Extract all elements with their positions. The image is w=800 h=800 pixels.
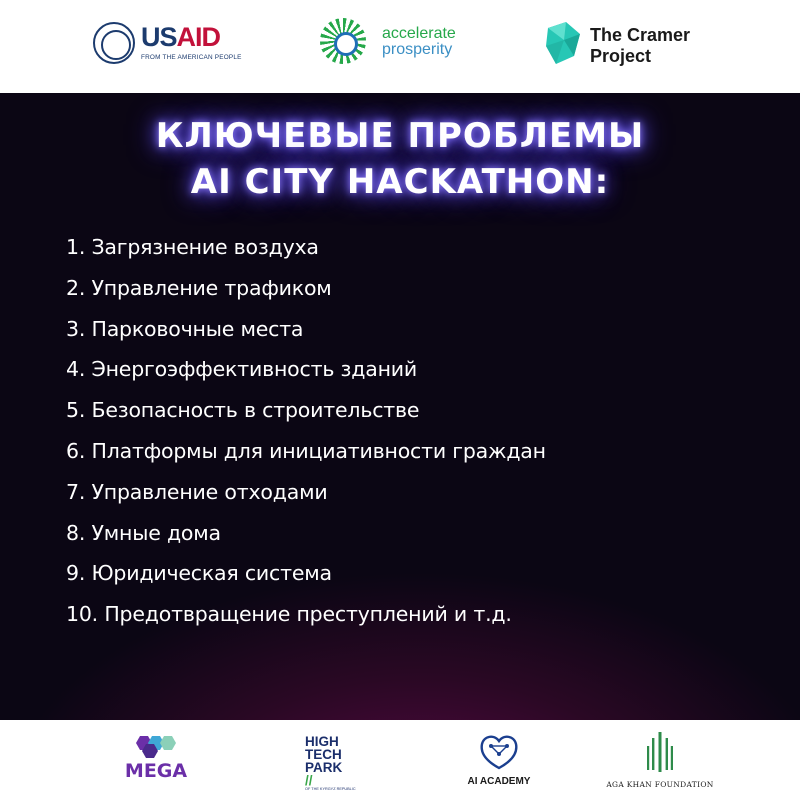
list-item: 3. Парковочные места <box>66 316 304 341</box>
main-panel <box>0 93 800 720</box>
list-item: 9. Юридическая система <box>66 561 332 586</box>
list-item: 8. Умные дома <box>66 520 221 545</box>
mega-logo <box>116 734 196 788</box>
headline <box>0 113 800 205</box>
headline-line-1: КЛЮЧЕВЫЕ ПРОБЛЕМЫ <box>155 116 645 156</box>
mega-wordmark: MEGA <box>124 760 188 782</box>
hexagon-cluster-icon <box>132 734 180 760</box>
high-tech-park-logo <box>305 735 375 791</box>
partners-bar <box>0 720 800 800</box>
list-item: 6. Платформы для инициативности граждан <box>66 438 546 463</box>
ai-academy-wordmark: AI ACADEMY <box>467 776 531 787</box>
palm-leaf-icon <box>645 730 675 774</box>
brain-network-icon <box>478 732 520 772</box>
aga-khan-foundation-logo <box>605 730 715 794</box>
accelerate-prosperity-logo <box>320 18 470 66</box>
accelerate-prosperity-wordmark: accelerate prosperity <box>382 25 456 58</box>
usaid-wordmark: USAID <box>141 22 221 52</box>
high-tech-park-wordmark: HIGH TECH PARK // <box>305 734 343 788</box>
cramer-project-wordmark: The Cramer Project <box>590 25 691 66</box>
high-tech-park-tagline: OF THE KYRGYZ REPUBLIC <box>305 787 356 791</box>
sunburst-icon <box>320 18 366 64</box>
list-item: 4. Энергоэффективность зданий <box>66 357 418 382</box>
cramer-project-logo <box>544 22 714 68</box>
sponsor-bar <box>0 0 800 93</box>
aga-khan-foundation-wordmark: AGA KHAN FOUNDATION <box>606 780 714 789</box>
headline-line-2: AI CITY HACKATHON: <box>190 162 610 202</box>
usaid-logo <box>93 22 242 66</box>
list-item: 2. Управление трафиком <box>66 275 332 300</box>
ai-academy-logo <box>454 732 544 792</box>
list-item: 10. Предотвращение преступлений и т.д. <box>66 602 512 627</box>
usaid-tagline: FROM THE AMERICAN PEOPLE <box>141 54 242 61</box>
polyhedron-icon <box>544 22 582 64</box>
list-item: 7. Управление отходами <box>66 479 328 504</box>
list-item: 1. Загрязнение воздуха <box>66 235 319 259</box>
list-item: 5. Безопасность в строительстве <box>66 398 420 423</box>
problems-list <box>66 227 546 635</box>
usaid-seal-icon <box>93 22 135 64</box>
